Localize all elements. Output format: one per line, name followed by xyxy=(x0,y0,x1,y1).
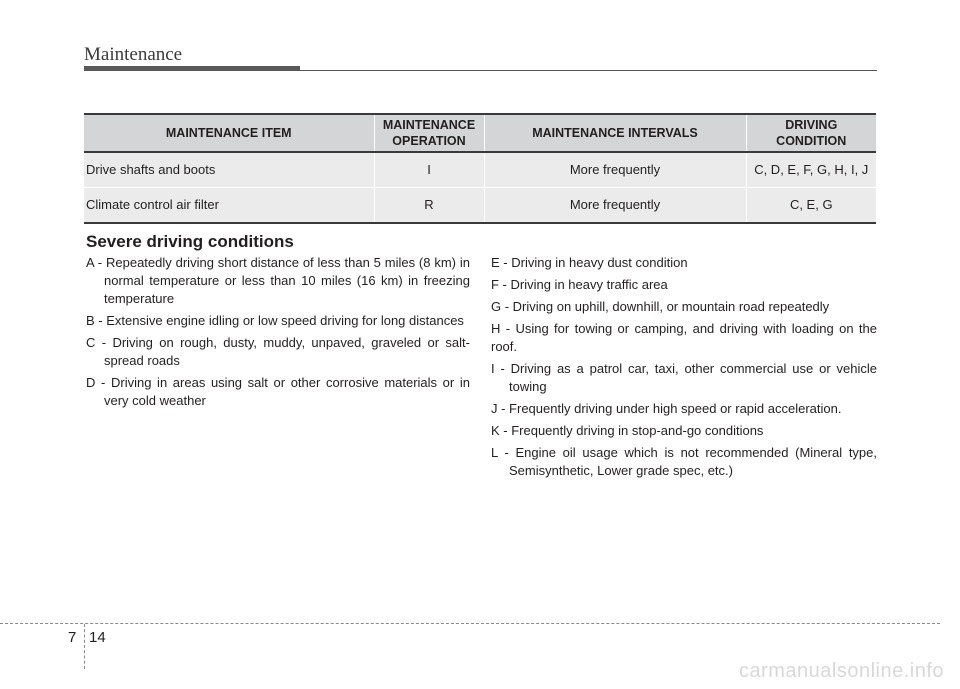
page-header-title: Maintenance xyxy=(84,44,183,65)
section-title: Severe driving conditions xyxy=(86,232,294,251)
footer-dashed-rule xyxy=(0,623,940,624)
condition-item: K - Frequently driving in stop-and-go conditions xyxy=(491,423,764,438)
condition-item: B - Extensive engine idling or low speed driving for long distances xyxy=(86,313,464,328)
condition-item: G - Driving on uphill, downhill, or mountain road repeatedly xyxy=(491,299,830,314)
cell-interval: More frequently xyxy=(484,188,746,224)
cell-condition: C, E, G xyxy=(746,188,876,224)
footer-vertical-rule xyxy=(84,624,85,669)
cell-item: Drive shafts and boots xyxy=(84,152,374,188)
cell-condition: C, D, E, F, G, H, I, J xyxy=(746,152,876,188)
condition-item: L - Engine oil usage which is not recommended (Mineral type, Semisynthetic, Lower grade spec, etc.) xyxy=(491,445,877,478)
condition-item: E - Driving in heavy dust condition xyxy=(491,255,688,270)
conditions-right-column xyxy=(491,254,877,484)
table-row xyxy=(84,152,876,188)
cell-operation: R xyxy=(374,188,484,224)
table-header-row xyxy=(84,114,876,152)
col-header-item: MAINTENANCE ITEM xyxy=(84,114,374,152)
page-number: 14 xyxy=(89,629,106,646)
table-row xyxy=(84,188,876,224)
condition-item: F - Driving in heavy traffic area xyxy=(491,277,668,292)
header-rule xyxy=(300,70,877,71)
maintenance-table xyxy=(84,113,876,224)
col-header-operation: MAINTENANCE OPERATION xyxy=(374,114,484,152)
chapter-number: 7 xyxy=(68,629,77,646)
condition-item: J - Frequently driving under high speed or rapid acceleration. xyxy=(491,401,842,416)
header-accent-bar xyxy=(84,66,300,71)
condition-item: H - Using for towing or camping, and driving with loading on the roof. xyxy=(491,321,877,354)
col-header-intervals: MAINTENANCE INTERVALS xyxy=(484,114,746,152)
condition-item: D - Driving in areas using salt or other corrosive materials or in very cold weather xyxy=(86,375,470,408)
watermark: carmanualsonline.info xyxy=(738,660,944,682)
conditions-left-column xyxy=(86,254,470,414)
col-header-condition: DRIVING CONDITION xyxy=(746,114,876,152)
condition-item: I - Driving as a patrol car, taxi, other commercial use or vehicle towing xyxy=(491,361,877,394)
cell-interval: More frequently xyxy=(484,152,746,188)
condition-item: C - Driving on rough, dusty, muddy, unpaved, graveled or salt-spread roads xyxy=(86,335,470,368)
cell-item: Climate control air filter xyxy=(84,188,374,224)
cell-operation: I xyxy=(374,152,484,188)
condition-item: A - Repeatedly driving short distance of less than 5 miles (8 km) in normal temperature or less than 10 miles (16 km) in freezing temperature xyxy=(86,255,470,306)
